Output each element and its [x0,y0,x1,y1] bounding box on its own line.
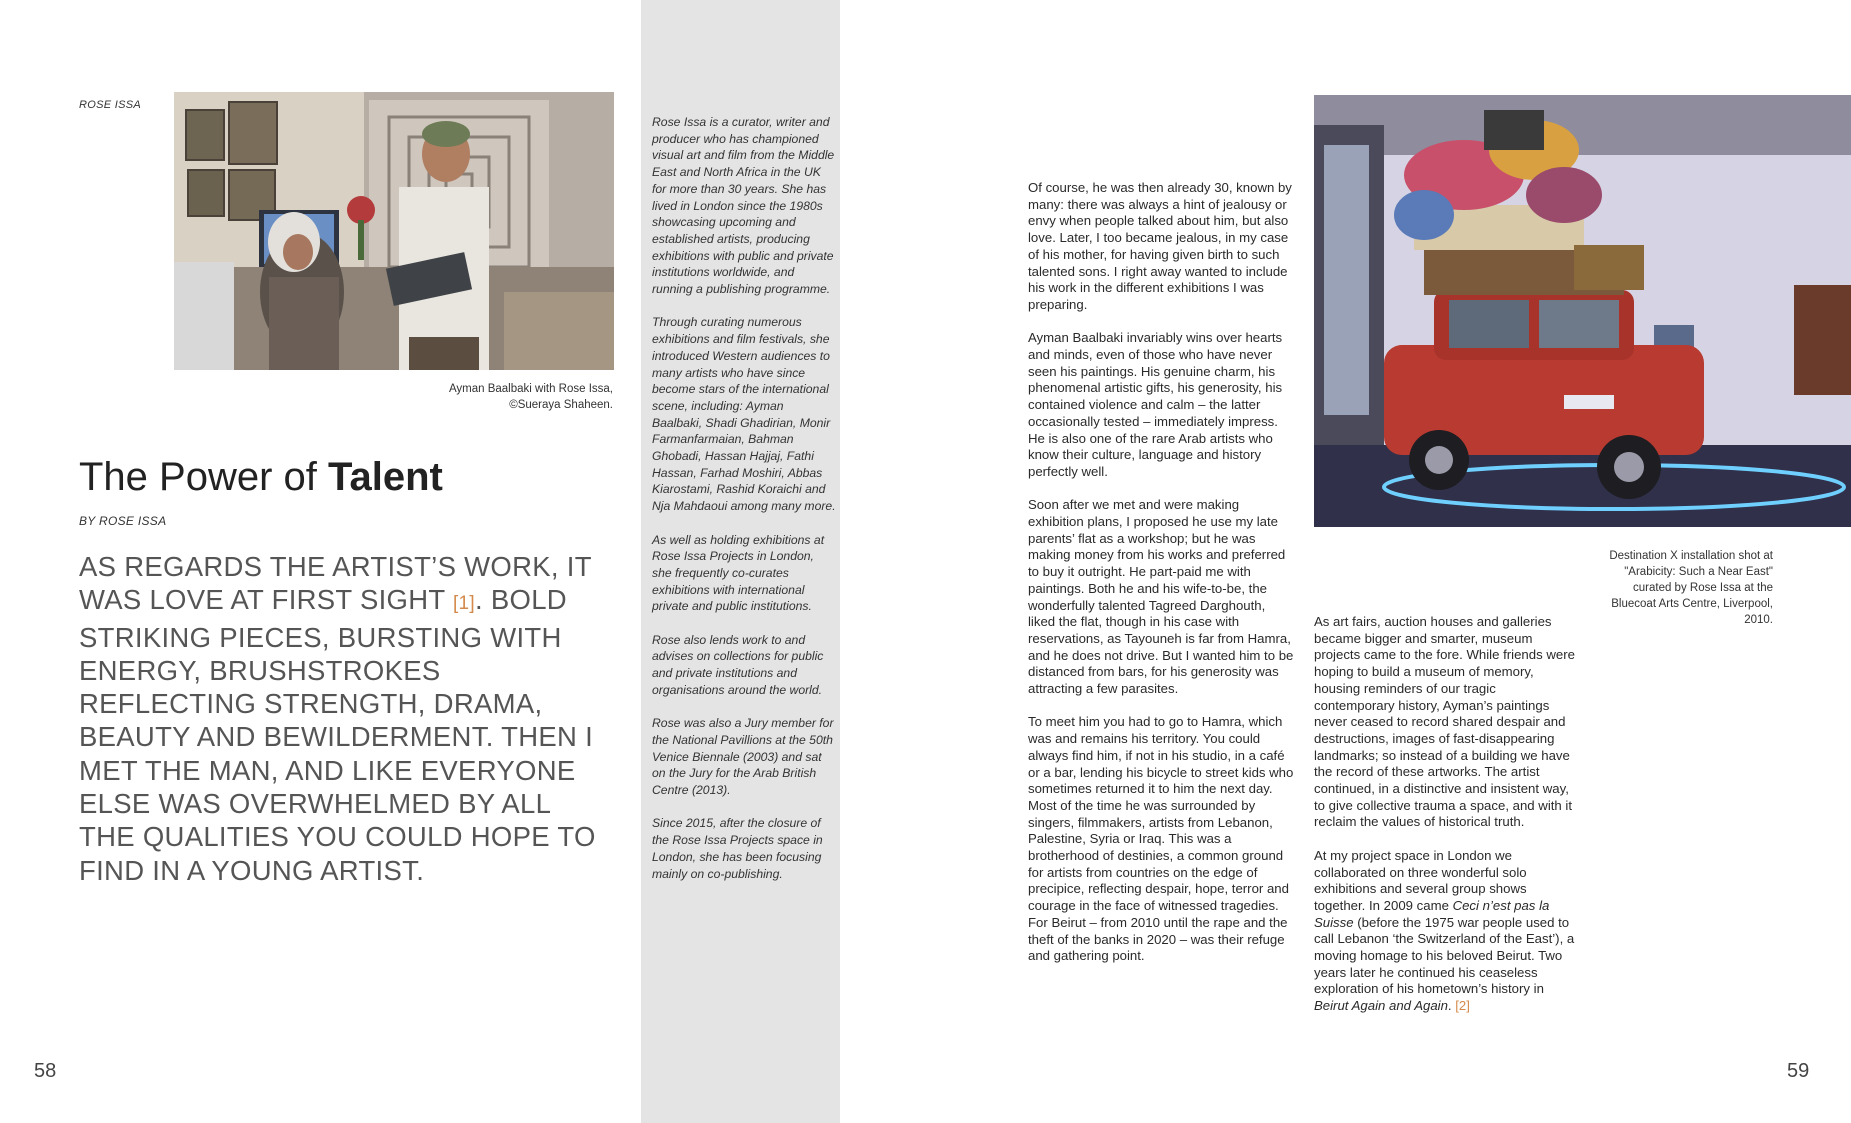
body-paragraph: As art fairs, auction houses and galleries became bigger and smarter, museum projects came to the fore. While friends were hoping to build a museum of memory, housing reminders of our tragic contemporary history, Ayman’s paintings never ceased to record shared despair and destructions, images of fast-disappearing landmarks; so instead of a building we have the record of these artworks. The artist continued, in a distinctive and insistent way, to give collective trauma a space, and with it reclaim the values of historical truth. [1314,614,1575,830]
title-bold: Talent [328,455,443,499]
article-title [79,455,443,500]
footnote-ref-2[interactable]: [2] [1455,998,1470,1014]
bio-paragraph: As well as holding exhibitions at Rose Issa Projects in London, she frequently co-curates exhibitions with international private and public institutions. [652,532,825,614]
photo-artist-with-curator [174,92,614,370]
photo-installation-destination-x [1314,95,1851,527]
photo-caption-left: Ayman Baalbaki with Rose Issa, ©Sueraya Shaheen. [448,383,613,411]
exhibition-title: Ceci n’est pas la Suisse [1314,897,1550,930]
pull-quote-rest: . BOLD STRIKING PIECES, BURSTING WITH ENERGY, BRUSHSTROKES REFLECTING STRENGTH, DRAMA, BEAUTY AND BEWILDERMENT. THEN I MET THE MAN, AND LIKE EVERYONE ELSE WAS OVERWHELMED BY ALL THE QUALITIES YOU COULD HOPE TO FIND IN A YOUNG ARTIST. [79,584,596,886]
body-paragraph: To meet him you had to go to Hamra, which was and remains his territory. You could always find him, if not in his studio, in a café or a bar, lending his bicycle to street kids who sometimes returned it to him the next day. Most of the time he was surrounded by singers, filmmakers, artists from Lebanon, Palestine, Syria or Iraq. This was a brotherhood of destinies, a common ground for artists from countries on the edge of precipice, reflecting despair, hope, terror and courage in the face of witnessed tragedies. For Beirut – from 2010 until the rape and the theft of the banks in 2020 – was their refuge and gathering point. [1028,714,1294,964]
body-paragraph [1314,848,1576,1015]
body-paragraph: Of course, he was then already 30, known by many: there was always a hint of jealousy or envy when people talked about him, but also love. Later, I too became jealous, in my case of his mother, for having given birth to such talented sons. I right away wanted to include his work in the different exhibitions I was preparing. [1028,180,1292,312]
article-byline: BY ROSE ISSA [79,514,167,528]
page-number-left: 58 [34,1060,57,1082]
title-regular: The Power of [79,455,329,499]
bio-paragraph: Rose was also a Jury member for the National Pavillions at the 50th Venice Biennale (2003) and sat on the Jury for the Arab British Centre (2013). [652,716,834,798]
section-kicker: ROSE ISSA [79,99,141,111]
footnote-ref-1[interactable]: [1] [452,593,475,615]
pull-quote [79,550,599,887]
body-paragraph: Ayman Baalbaki invariably wins over hearts and minds, even of those who have never seen his paintings. His genuine charm, his phenomenal artistic gifts, his generosity, his contained violence and calm – the latter occasionally tested – immediately impress. He is also one of the rare Arab artists who know their culture, language and history perfectly well. [1028,330,1283,479]
body-text: . [1447,998,1456,1014]
photo-caption-right: Destination X installation shot at "Arabicity: Such a Near East" curated by Rose Issa at the Bluecoat Arts Centre, Liverpool, 2010. [1609,550,1773,626]
bio-paragraph: Rose also lends work to and advises on collections for public and private institutions and organisations around the world. [652,632,824,697]
body-column-1 [1028,180,1296,982]
bio-text [652,114,836,899]
exhibition-title: Beirut Again and Again [1314,998,1448,1014]
bio-paragraph: Since 2015, after the closure of the Rose Issa Projects space in London, she has been focusing mainly on co-publishing. [652,816,823,881]
body-column-2 [1314,614,1576,1032]
body-text: At my project space in London we collaborated on three wonderful solo exhibitions and several group shows together. In 2009 came [1314,847,1527,913]
bio-paragraph: Rose Issa is a curator, writer and producer who has championed visual art and film from the Middle East and North Africa in the UK for more than 30 years. She has lived in London since the 1980s showcasing upcoming and established artists, producing exhibitions with public and private institutions worldwide, and running a publishing programme. [652,115,835,297]
body-paragraph: Soon after we met and were making exhibition plans, I proposed he use my late parents’ flat as a workshop; but he was making money from his works and preferred to buy it outright. He part-paid me with paintings. Both he and his wife-to-be, the wonderfully talented Tagreed Darghouth, liked the flat, though in his case with reservations, as Tayouneh is far from Hamra, and he does not drive. But I wanted him to be distanced from bars, for his generosity was attracting a few parasites. [1028,497,1294,697]
body-text: (before the 1975 war people used to call Lebanon ‘the Switzerland of the East’), a moving homage to his beloved Beirut. Two years later he continued his ceaseless exploration of his hometown’s history in [1314,914,1575,997]
bio-paragraph: Through curating numerous exhibitions and film festivals, she introduced Western audiences to many artists who have since become stars of the international scene, including: Ayman Baalbaki, Shadi Ghadirian, Monir Farmanfarmaian, Bahman Ghobadi, Hassan Hajjaj, Fathi Hassan, Farhad Moshiri, Abbas Kiarostami, Rashid Koraichi and Nja Mahdaoui among many more. [652,315,836,514]
pull-quote-main: AS REGARDS THE ARTIST’S WORK, IT WAS LOVE AT FIRST SIGHT [79,551,592,616]
page-number-right: 59 [1787,1060,1810,1082]
